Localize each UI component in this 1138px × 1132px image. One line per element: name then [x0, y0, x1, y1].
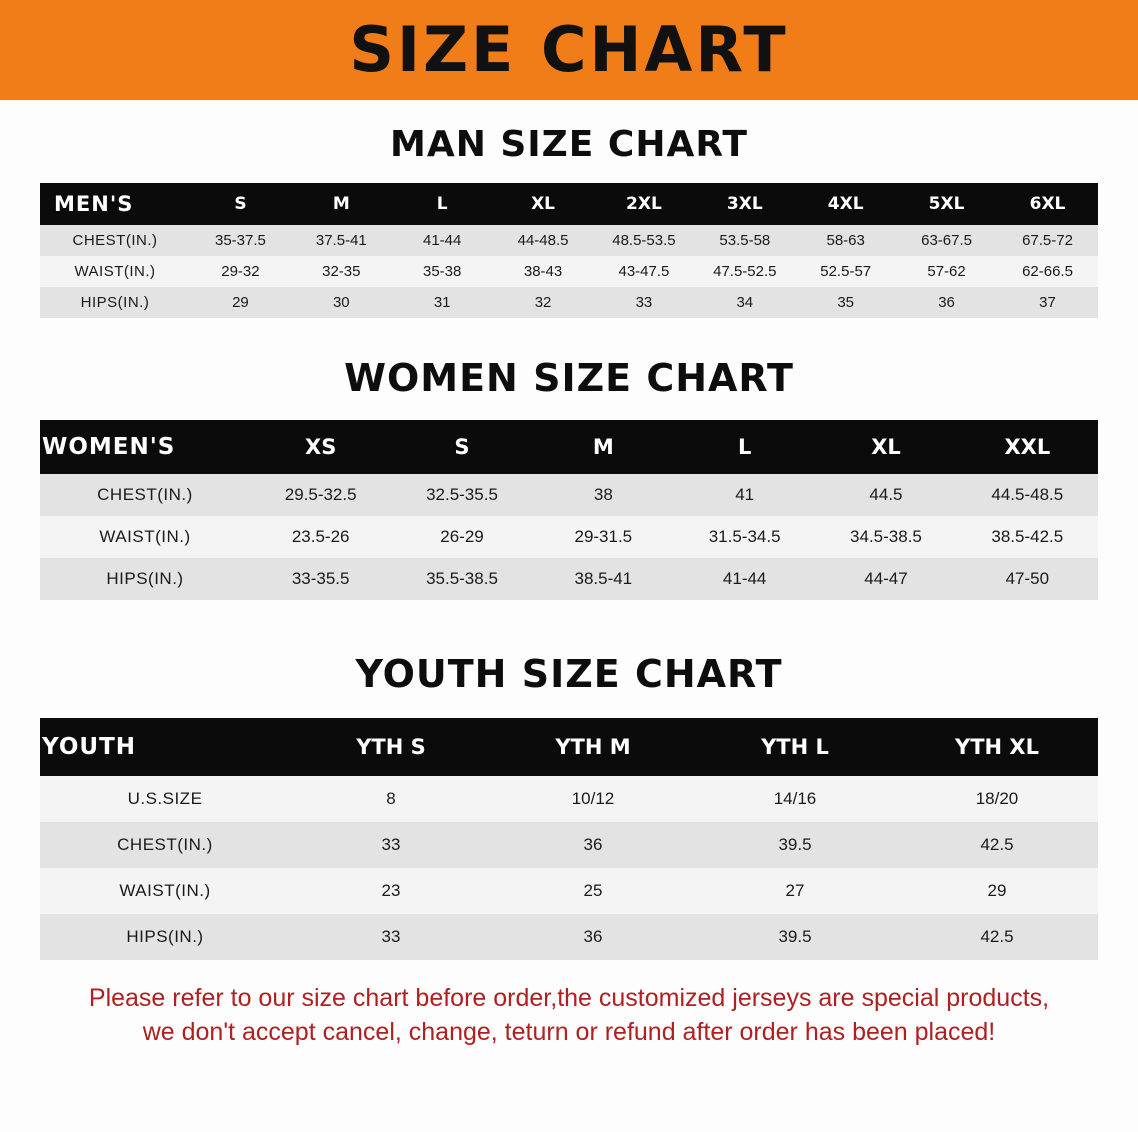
table-cell: 23.5-26 — [250, 516, 391, 558]
table-cell: 30 — [291, 287, 392, 318]
youth-table-body — [40, 776, 1098, 960]
table-header-cell: XL — [531, 194, 556, 214]
disclaimer-line-1: Please refer to our size chart before order,the customized jerseys are special products, — [88, 984, 1050, 1012]
table-cell: 37.5-41 — [291, 225, 392, 256]
table-cell: 37 — [997, 287, 1098, 318]
table-cell: 18/20 — [896, 776, 1098, 822]
table-cell: 34.5-38.5 — [815, 516, 956, 558]
table-cell: 41 — [674, 474, 815, 516]
table-cell: 38 — [533, 474, 674, 516]
table-cell: 25 — [492, 868, 694, 914]
table-row — [40, 914, 1098, 960]
row-label: HIPS(IN.) — [40, 914, 290, 960]
man-size-table — [40, 183, 1098, 318]
women-table-wrap — [0, 420, 1138, 600]
man-table-body — [40, 225, 1098, 318]
table-header-cell: 6XL — [1029, 194, 1066, 214]
table-cell: 35 — [795, 287, 896, 318]
table-header-cell: M — [592, 435, 614, 459]
table-header-cell: WOMEN'S — [42, 434, 176, 460]
women-size-table — [40, 420, 1098, 600]
table-row — [40, 558, 1098, 600]
table-cell: 29.5-32.5 — [250, 474, 391, 516]
table-header-cell: XL — [871, 435, 901, 459]
row-label: CHEST(IN.) — [40, 474, 250, 516]
table-row — [40, 822, 1098, 868]
table-header-cell: 3XL — [726, 194, 763, 214]
table-header-cell: 4XL — [827, 194, 864, 214]
table-header-cell: L — [737, 435, 752, 459]
table-cell: 26-29 — [391, 516, 532, 558]
table-header-cell: MEN'S — [54, 192, 134, 216]
table-header-cell: YTH XL — [955, 735, 1039, 759]
disclaimer-note — [36, 982, 1102, 1050]
table-cell: 44.5 — [815, 474, 956, 516]
row-label: U.S.SIZE — [40, 776, 290, 822]
table-header-cell: L — [436, 194, 448, 214]
table-cell: 38.5-42.5 — [957, 516, 1098, 558]
women-section-heading: WOMEN SIZE CHART — [344, 356, 794, 400]
table-header-cell: XS — [305, 435, 337, 459]
table-header-row — [40, 183, 1098, 225]
table-cell: 29 — [190, 287, 291, 318]
table-row — [40, 474, 1098, 516]
table-cell: 35.5-38.5 — [391, 558, 532, 600]
table-cell: 47.5-52.5 — [694, 256, 795, 287]
table-cell: 23 — [290, 868, 492, 914]
row-label: CHEST(IN.) — [40, 225, 190, 256]
man-table-head — [40, 183, 1098, 225]
women-table-body — [40, 474, 1098, 600]
table-header-row — [40, 420, 1098, 474]
row-label: CHEST(IN.) — [40, 822, 290, 868]
women-table-head — [40, 420, 1098, 474]
table-cell: 33 — [594, 287, 695, 318]
table-cell: 42.5 — [896, 822, 1098, 868]
table-cell: 29-31.5 — [533, 516, 674, 558]
table-header-cell: YTH M — [555, 735, 631, 759]
table-header-cell: YOUTH — [42, 734, 137, 760]
man-table-wrap — [0, 183, 1138, 318]
table-cell: 31 — [392, 287, 493, 318]
table-cell: 31.5-34.5 — [674, 516, 815, 558]
table-cell: 34 — [694, 287, 795, 318]
table-cell: 42.5 — [896, 914, 1098, 960]
disclaimer-line-2: we don't accept cancel, change, teturn or refund after order has been placed! — [142, 1017, 996, 1046]
table-cell: 47-50 — [957, 558, 1098, 600]
table-cell: 62-66.5 — [997, 256, 1098, 287]
table-row — [40, 225, 1098, 256]
table-cell: 36 — [492, 822, 694, 868]
table-header-cell: M — [332, 194, 350, 214]
table-cell: 38-43 — [493, 256, 594, 287]
table-cell: 39.5 — [694, 914, 896, 960]
table-cell: 29 — [896, 868, 1098, 914]
table-cell: 41-44 — [392, 225, 493, 256]
table-cell: 8 — [290, 776, 492, 822]
table-header-cell: 2XL — [626, 194, 662, 214]
table-cell: 44-48.5 — [493, 225, 594, 256]
table-cell: 14/16 — [694, 776, 896, 822]
table-cell: 35-37.5 — [190, 225, 291, 256]
table-cell: 44.5-48.5 — [957, 474, 1098, 516]
table-cell: 43-47.5 — [594, 256, 695, 287]
table-cell: 32 — [493, 287, 594, 318]
table-row — [40, 868, 1098, 914]
table-cell: 36 — [896, 287, 997, 318]
row-label: HIPS(IN.) — [40, 558, 250, 600]
table-cell: 58-63 — [795, 225, 896, 256]
table-cell: 38.5-41 — [533, 558, 674, 600]
row-label: WAIST(IN.) — [40, 256, 190, 287]
table-cell: 53.5-58 — [694, 225, 795, 256]
table-header-cell: YTH L — [761, 735, 829, 759]
table-row — [40, 516, 1098, 558]
table-cell: 36 — [492, 914, 694, 960]
table-cell: 10/12 — [492, 776, 694, 822]
table-cell: 35-38 — [392, 256, 493, 287]
table-cell: 48.5-53.5 — [594, 225, 695, 256]
table-cell: 29-32 — [190, 256, 291, 287]
table-cell: 27 — [694, 868, 896, 914]
table-cell: 57-62 — [896, 256, 997, 287]
table-header-row — [40, 718, 1098, 776]
banner — [0, 0, 1138, 100]
table-row — [40, 256, 1098, 287]
table-cell: 41-44 — [674, 558, 815, 600]
table-header-cell: XXL — [1004, 435, 1051, 459]
page-title: SIZE CHART — [349, 13, 789, 86]
table-cell: 39.5 — [694, 822, 896, 868]
table-row — [40, 776, 1098, 822]
table-cell: 33 — [290, 914, 492, 960]
youth-table-head — [40, 718, 1098, 776]
table-cell: 52.5-57 — [795, 256, 896, 287]
man-section-heading: MAN SIZE CHART — [390, 124, 748, 165]
youth-size-table — [40, 718, 1098, 960]
table-header-cell: 5XL — [928, 194, 965, 214]
table-cell: 44-47 — [815, 558, 956, 600]
youth-table-wrap — [0, 718, 1138, 960]
table-cell: 67.5-72 — [997, 225, 1098, 256]
table-header-cell: S — [234, 194, 247, 214]
row-label: HIPS(IN.) — [40, 287, 190, 318]
table-cell: 33 — [290, 822, 492, 868]
table-cell: 32.5-35.5 — [391, 474, 532, 516]
table-cell: 32-35 — [291, 256, 392, 287]
table-cell: 63-67.5 — [896, 225, 997, 256]
row-label: WAIST(IN.) — [40, 868, 290, 914]
table-cell: 33-35.5 — [250, 558, 391, 600]
youth-section-heading: YOUTH SIZE CHART — [355, 652, 783, 696]
table-header-cell: S — [454, 435, 470, 459]
row-label: WAIST(IN.) — [40, 516, 250, 558]
table-header-cell: YTH S — [356, 735, 426, 759]
table-row — [40, 287, 1098, 318]
